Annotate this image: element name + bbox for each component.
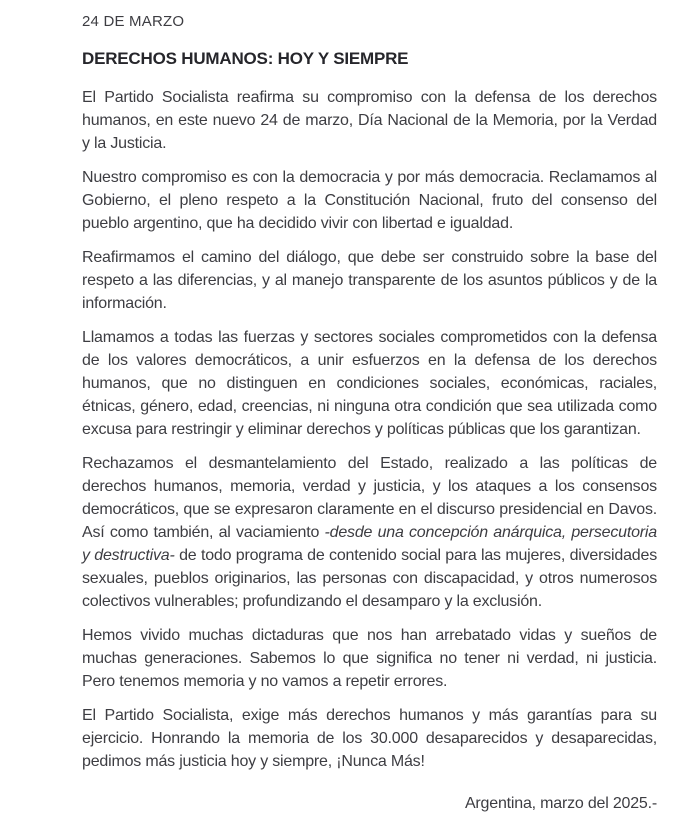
paragraph-2: Nuestro compromiso es con la democracia y por más democracia. Reclamamos al Gobierno, el pleno respeto a la Constitución Nacional, fruto del consenso del pueblo argentino, que ha decidido vivir con libertad e igualdad. [82, 169, 657, 233]
paragraph-5-normal-start: Rechazamos el desmantelamiento del Estado, realizado a las políticas de derechos humanos, memoria, verdad y justicia, y los ataques a los consensos democráticos, que se expresaron claramente en el discurso presidencial en Davos. Así como también, al vaciamiento [82, 455, 657, 542]
paragraph-5 [82, 452, 657, 613]
document-date: 24 DE MARZO [82, 13, 185, 30]
paragraph-5-italic: -desde una concepción anárquica, persecutoria y destructiva- [82, 524, 657, 565]
paragraph-6: Hemos vivido muchas dictaduras que nos han arrebatado vidas y sueños de muchas generaciones. Sabemos lo que significa no tener ni verdad, ni justicia. Pero tenemos memoria y no vamos a repetir errores. [82, 627, 657, 691]
paragraph-3: Reafirmamos el camino del diálogo, que debe ser construido sobre la base del respeto a las diferencias, y al manejo transparente de los asuntos públicos y de la información. [82, 249, 657, 313]
paragraph-4: Llamamos a todas las fuerzas y sectores sociales comprometidos con la defensa de los valores democráticos, a unir esfuerzos en la defensa de los derechos humanos, que no distinguen en condiciones sociales, económicas, raciales, étnicas, género, edad, creencias, ni ninguna otra condición que sea utilizada como excusa para restringir y eliminar derechos y políticas públicas que los garantizan. [82, 329, 657, 439]
paragraph-7: El Partido Socialista, exige más derechos humanos y más garantías para su ejercicio. Honrando la memoria de los 30.000 desaparecidos y desaparecidas, pedimos más justicia hoy y siempre, ¡Nunca Más! [82, 707, 657, 771]
closing-line: Argentina, marzo del 2025.- [464, 795, 657, 813]
paragraph-1: El Partido Socialista reafirma su compromiso con la defensa de los derechos humanos, en este nuevo 24 de marzo, Día Nacional de la Memoria, por la Verdad y la Justicia. [82, 89, 657, 153]
paragraph-5-normal-end: de todo programa de contenido social para las mujeres, diversidades sexuales, pueblos originarios, las personas con discapacidad, y otros numerosos colectivos vulnerables; profundizando el desamparo y la exclusión. [82, 547, 657, 611]
document-title: DERECHOS HUMANOS: HOY Y SIEMPRE [82, 48, 409, 68]
